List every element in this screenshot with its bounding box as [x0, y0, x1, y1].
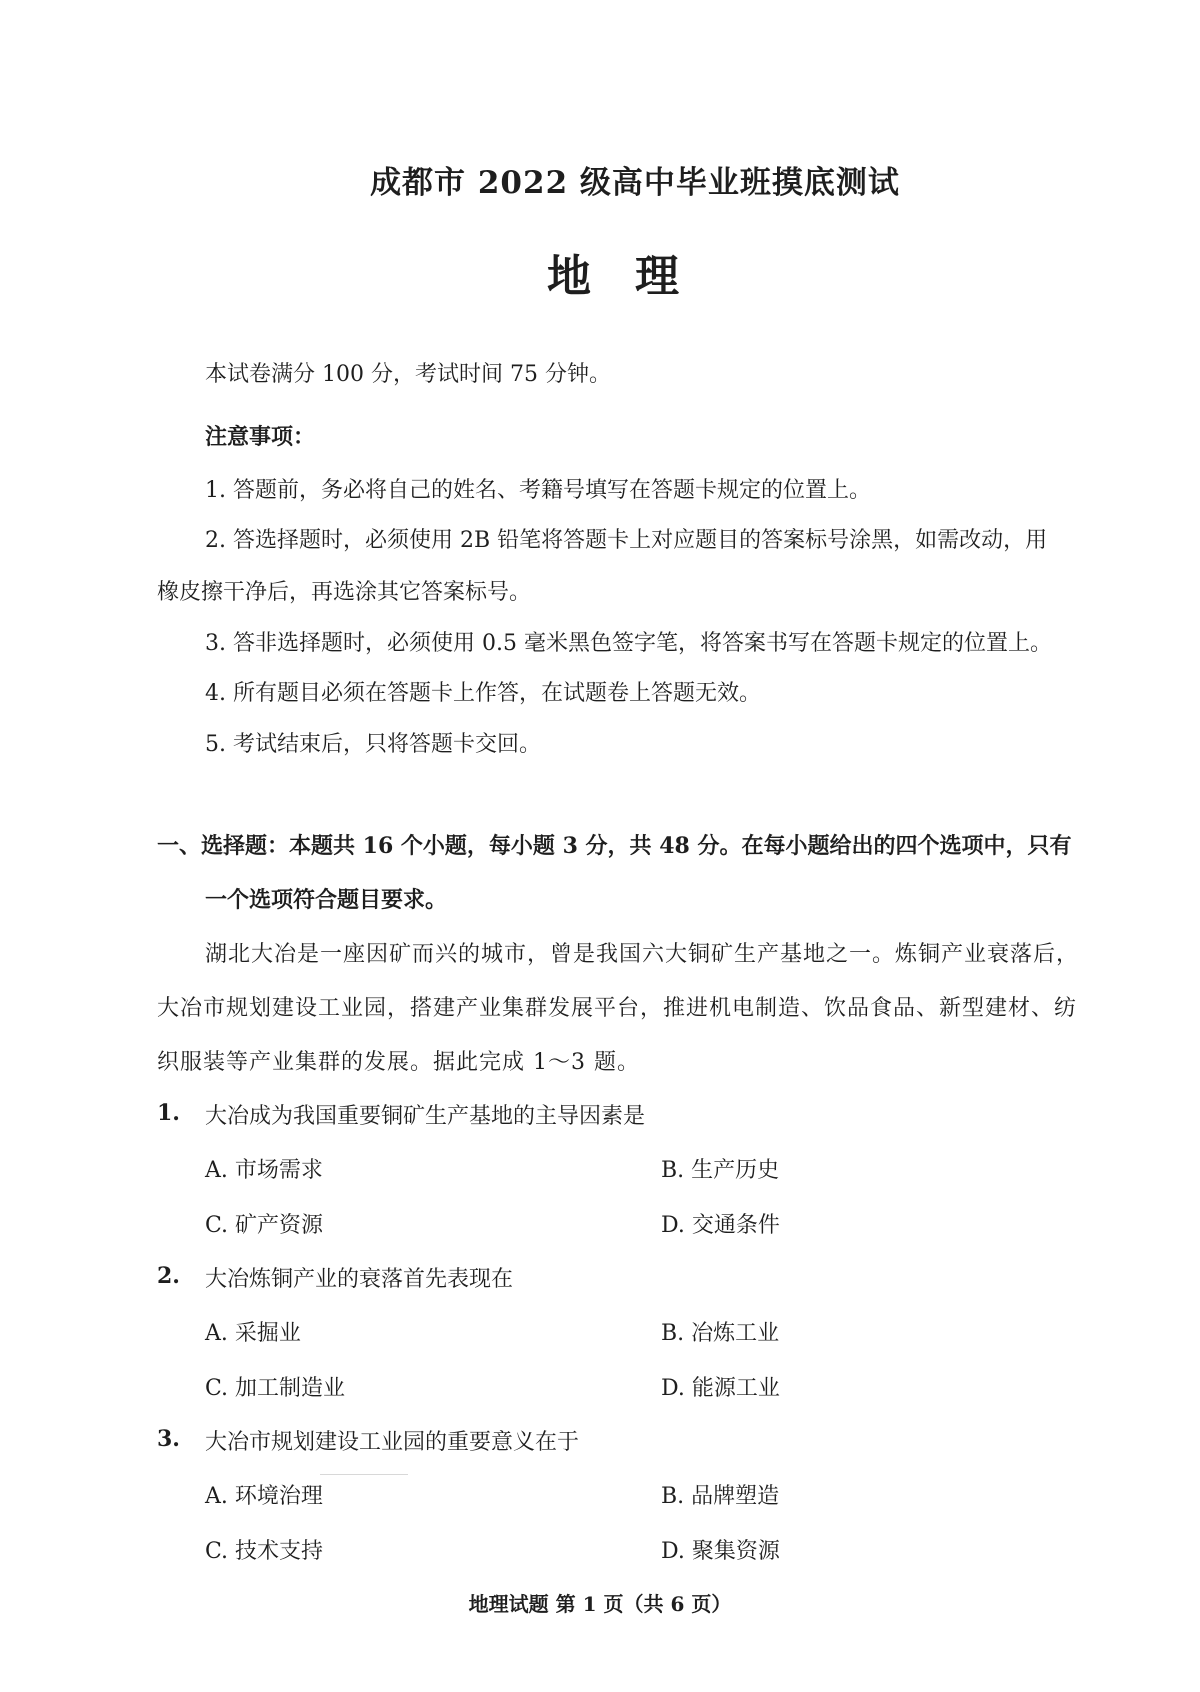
question-number: 2. — [157, 1263, 180, 1289]
question-number: 1. — [157, 1100, 180, 1126]
option-b: B. 品牌塑造 — [661, 1484, 780, 1509]
section-heading: 一、选择题：本题共 16 个小题，每小题 3 分，共 48 分。在每小题给出的四个选项中，只有 — [157, 833, 1072, 859]
passage-line: 织服装等产业集群的发展。据此完成 1～3 题。 — [157, 1050, 640, 1075]
passage-line: 湖北大冶是一座因矿而兴的城市，曾是我国六大铜矿生产基地之一。炼铜产业衰落后， — [205, 942, 1080, 967]
note-item: 2. 答选择题时，必须使用 2B 铅笔将答题卡上对应题目的答案标号涂黑，如需改动，用 — [205, 528, 1048, 553]
option-a: A. 采掘业 — [205, 1321, 301, 1346]
question-stem: 大冶炼铜产业的衰落首先表现在 — [205, 1267, 514, 1292]
option-b: B. 冶炼工业 — [661, 1321, 780, 1346]
note-item: 4. 所有题目必须在答题卡上作答，在试题卷上答题无效。 — [205, 681, 761, 706]
option-a: A. 环境治理 — [205, 1484, 323, 1509]
question-stem: 大冶市规划建设工业园的重要意义在于 — [205, 1430, 580, 1455]
passage-line: 大冶市规划建设工业园，搭建产业集群发展平台，推进机电制造、饮品食品、新型建材、纺 — [157, 996, 1078, 1021]
subject-title: 地理 — [547, 251, 723, 302]
page-footer: 地理试题 第 1 页（共 6 页） — [468, 1592, 732, 1616]
note-item: 3. 答非选择题时，必须使用 0.5 毫米黑色签字笔，将答案书写在答题卡规定的位置上。 — [205, 631, 1052, 656]
question-number: 3. — [157, 1426, 180, 1452]
section-heading-continued: 一个选项符合题目要求。 — [205, 887, 448, 913]
option-d: D. 聚集资源 — [661, 1539, 780, 1564]
note-item: 5. 考试结束后，只将答题卡交回。 — [205, 732, 541, 757]
option-c: C. 技术支持 — [205, 1539, 324, 1564]
option-b: B. 生产历史 — [661, 1158, 780, 1183]
note-item: 1. 答题前，务必将自己的姓名、考籍号填写在答题卡规定的位置上。 — [205, 478, 871, 503]
exam-title: 成都市 2022 级高中毕业班摸底测试 — [370, 165, 900, 201]
option-c: C. 加工制造业 — [205, 1376, 346, 1401]
question-stem: 大冶成为我国重要铜矿生产基地的主导因素是 — [205, 1104, 646, 1129]
intro-text: 本试卷满分 100 分，考试时间 75 分钟。 — [205, 362, 611, 387]
notes-heading: 注意事项： — [205, 424, 316, 450]
option-c: C. 矿产资源 — [205, 1213, 324, 1238]
note-item-continued: 橡皮擦干净后，再选涂其它答案标号。 — [157, 580, 532, 605]
option-a: A. 市场需求 — [205, 1158, 323, 1183]
option-d: D. 能源工业 — [661, 1376, 780, 1401]
scan-mark — [320, 1474, 408, 1475]
option-d: D. 交通条件 — [661, 1213, 780, 1238]
